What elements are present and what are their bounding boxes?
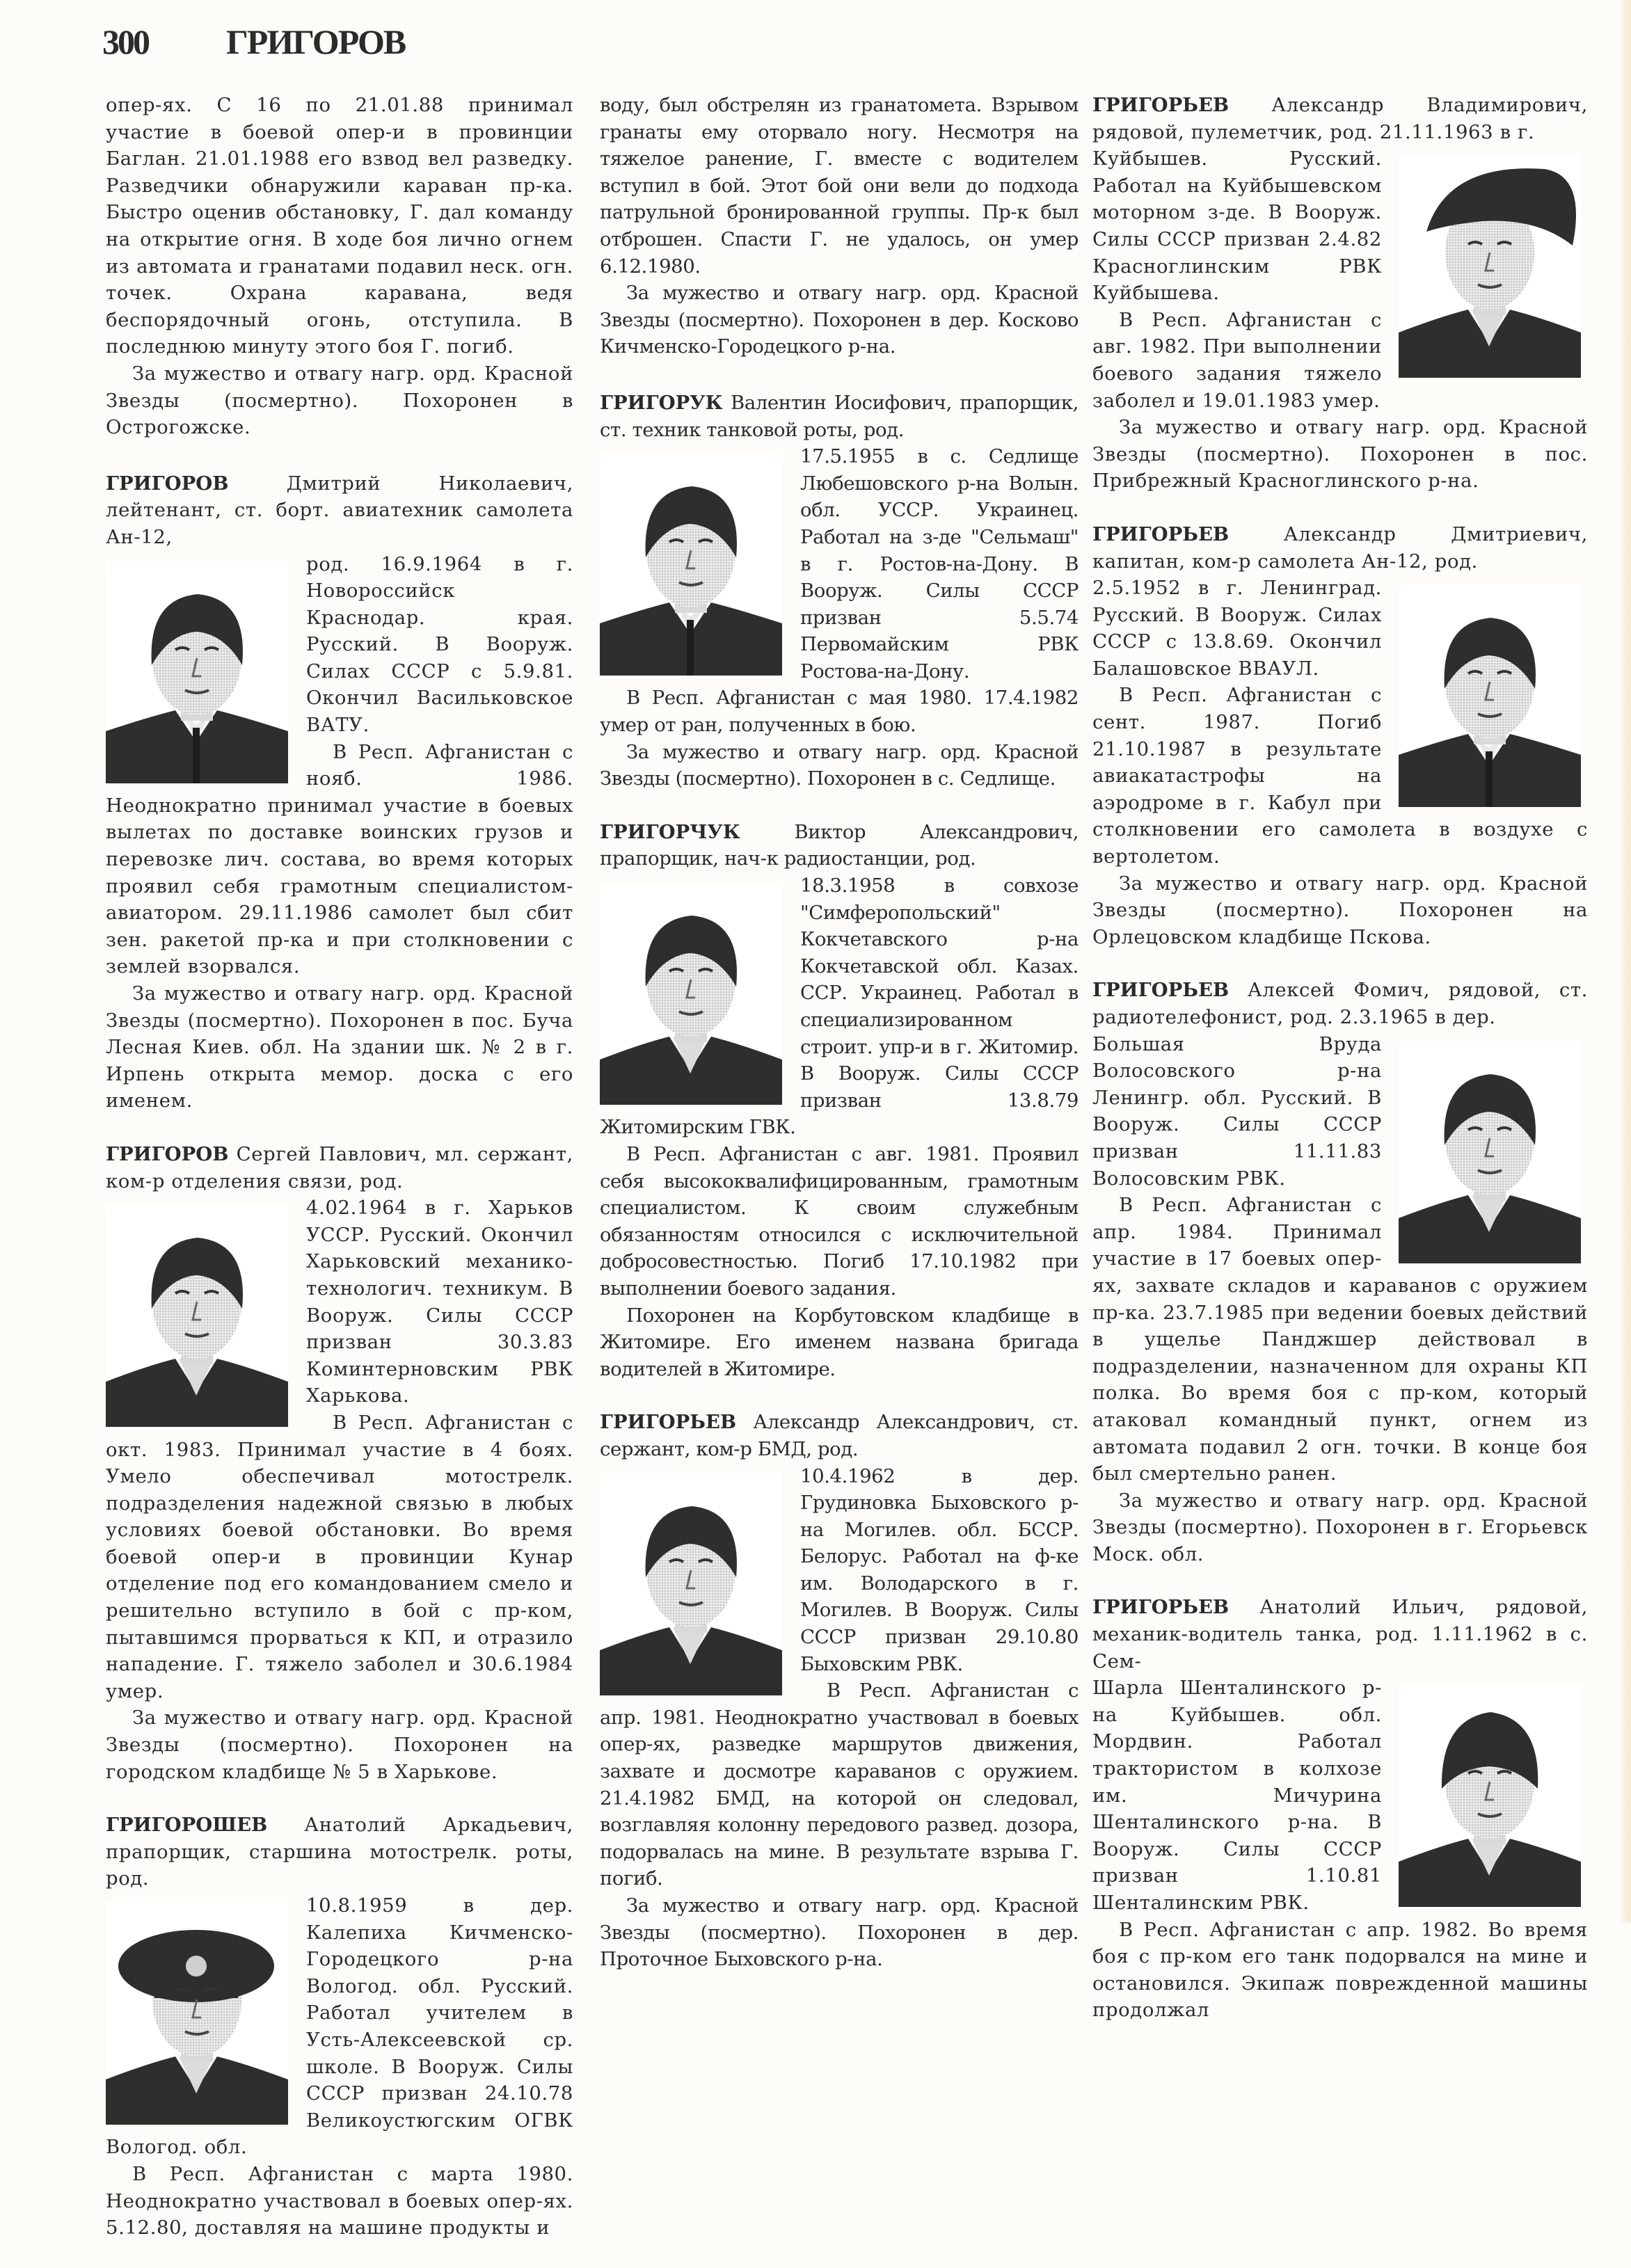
entry-surname: ГРИГОРЧУК xyxy=(600,820,740,843)
entry-header-text: Александр Владимирович, рядовой, пулеметчик, род. 21.11.1963 в г. xyxy=(1092,94,1588,143)
entry-header-text: Анатолий Аркадьевич, прапорщик, старшина мотострелк. роты, род. xyxy=(106,1814,573,1890)
entry-paragraph: Похоронен на Корбутовском кладбище в Житомире. Его именем названа бригада водителей в Житомире. xyxy=(600,1304,1079,1380)
portrait-image xyxy=(1399,1684,1581,1907)
entry-header-text: Валентин Иосифович, прапорщик, ст. техник танковой роты, род. xyxy=(600,391,1079,441)
entry-paragraph: За мужество и отвагу нагр. орд. Красной Звезды (посмертно). Похоронен в дер. Проточное Быховского р-на. xyxy=(600,1894,1079,1971)
entry-header xyxy=(1092,1594,1588,1675)
entry-header xyxy=(106,470,573,551)
entry-paragraph: воду, был обстрелян из гранатомета. Взрывом гранаты ему оторвало ногу. Несмотря на тяжелое ранение, Г. вместе с водителем вступил в бой. Этот бой они вели до подхода патрульной бронированной группы. Пр-к был отброшен. Спасти Г. не удалось, он умер 6.12.1980. xyxy=(600,94,1079,278)
entry-header-text: Александр Дмитриевич, капитан, ком-р самолета Ан-12, род. xyxy=(1092,522,1588,573)
portrait-image xyxy=(106,1902,288,2125)
entry-body: 4.02.1964 в г. Харьков УССР. Русский. Окончил Харьковский механико-технологич. техникум. В Вооруж. Силы СССР призван 30.3.83 Коминтерновским РВК Харькова. xyxy=(306,1197,573,1407)
entry-surname: ГРИГОРОВ xyxy=(106,472,229,495)
entry-header xyxy=(1092,977,1588,1030)
entry-header-text: Сергей Павлович, мл. сержант, ком-р отделения связи, род. xyxy=(106,1142,573,1192)
entry-paragraph: В Респ. Афганистан с мая 1980. 17.4.1982 умер от ран, полученных в бою. xyxy=(600,687,1079,737)
entry-paragraph: В Респ. Афганистан с авг. 1982. При выполнении боевого задания тяжело заболел и 19.01.1983 умер. xyxy=(1092,308,1382,412)
page-number: 300 xyxy=(102,22,148,61)
entry-paragraph: В Респ. Афганистан с нояб. 1986. Неоднократно принимал участие в боевых вылетах по доставке воинских грузов и перевозке лич. состава, во время которых проявил себя грамотным специалистом-авиатором. 29.11.1986 самолет был сбит зен. ракетой пр-ка и при столкновении с землей взорвался. xyxy=(106,740,573,978)
entry-header xyxy=(106,1812,573,1892)
entry-paragraph: В Респ. Афганистан с апр. 1984. Принимал участие в 17 боевых опер-ях, захвате складов и караванов с оружием пр-ка. 23.7.1985 при ведении боевых действий в ущелье Панджшер действовал в подразделении, назначенном для охраны КП полка. Во время боя с пр-ком, который атаковал командный пункт, огнем из автомата подавил 2 огн. точки. В конце боя был смертельно ранен. xyxy=(1092,1194,1588,1485)
entry-body: 10.4.1962 в дер. Грудиновка Быховского р-на Могилев. обл. БССР. Белорус. Работал на ф-ке им. Володарского в г. Могилев. В Вооруж. Силы СССР призван 29.10.80 Быховским РВК. xyxy=(800,1464,1079,1675)
entry-paragraph: За мужество и отвагу нагр. орд. Красной Звезды (посмертно). Похоронен в пос. Буча Лесная Киев. обл. На здании шк. № 2 в г. Ирпень открыта мемор. доска с его именем. xyxy=(106,982,573,1112)
entry-surname: ГРИГОРЬЕВ xyxy=(1092,979,1230,1002)
portrait-image xyxy=(600,882,782,1105)
portrait-image xyxy=(1399,584,1581,807)
entry-header-text: Виктор Александрович, прапорщик, нач-к радиостанции, род. xyxy=(600,820,1079,870)
column-left xyxy=(106,92,573,2268)
entry-body: Куйбышев. Русский. Работал на Куйбышевском моторном з-де. В Вооруж. Силы СССР призван 2.4.82 Красноглинским РВК Куйбышева. xyxy=(1092,147,1382,305)
entry-body: Шарла Шенталинского р-на Куйбышев. обл. Мордвин. Работал трактористом в колхозе им. Мичурина Шенталинского р-на. В Вооруж. Силы СССР призван 1.10.81 Шенталинским РВК. xyxy=(1092,1677,1382,1914)
portrait-photo xyxy=(1399,155,1581,378)
entry-surname: ГРИГОРЬЕВ xyxy=(600,1411,737,1434)
entry-grigoryev-aleksey xyxy=(1092,977,1588,1567)
entry-paragraph: В Респ. Афганистан с апр. 1982. Во время боя с пр-ком его танк подорвался на мине и остановился. Экипаж поврежденной машины продолжал xyxy=(1092,1918,1588,2022)
entry-body: 10.8.1959 в дер. Калепиха Кичменско-Городецкого р-на Вологод. обл. Русский. Работал учителем в Усть-Алексеевской ср. школе. В Вооруж. Силы СССР призван 24.10.78 Великоустюгским ОГВК Вологод. обл. xyxy=(106,1894,573,2159)
entry-paragraph: За мужество и отвагу нагр. орд. Красной Звезды (посмертно). Похоронен в г. Егорьевск Моск. обл. xyxy=(1092,1489,1588,1565)
entry-grigoryev-aleksandr-a xyxy=(600,1409,1079,1972)
entry-paragraph: За мужество и отвагу нагр. орд. Красной Звезды (посмертно). Похоронен на городском кладбище № 5 в Харькове. xyxy=(106,1707,573,1783)
column-middle xyxy=(600,92,1079,1999)
portrait-photo xyxy=(1399,584,1581,807)
entry-grigoryev-anatoly xyxy=(1092,1594,1588,2024)
entry-grigorov-dmitry xyxy=(106,470,573,1115)
entry-paragraph: В Респ. Афганистан с марта 1980. Неоднократно участвовал в боевых опер-ях. 5.12.80, доставляя на машине продукты и xyxy=(106,2162,573,2239)
entry-continuation xyxy=(106,92,573,441)
portrait-photo xyxy=(600,453,782,676)
entry-surname: ГРИГОРЬЕВ xyxy=(1092,522,1230,545)
portrait-image xyxy=(1399,155,1581,378)
entry-body: род. 16.9.1964 в г. Новороссийск Краснодар. края. Русский. В Вооруж. Силах СССР с 5.9.81. Окончил Васильковское ВАТУ. xyxy=(306,552,573,737)
entry-surname: ГРИГОРЬЕВ xyxy=(1092,1596,1230,1619)
portrait-image xyxy=(1399,1041,1581,1263)
portrait-photo xyxy=(600,882,782,1105)
entry-grigoroshev-anatoly xyxy=(106,1812,573,2242)
entry-grigoruk-valentin xyxy=(600,390,1079,792)
entry-paragraph: В Респ. Афганистан с авг. 1981. Проявил себя высококвалифицированным, грамотным специалистом. К своим служебным обязанностям относился с исключительной добросовестностью. Погиб 17.10.1982 при выполнении боевого задания. xyxy=(600,1142,1079,1300)
portrait-image xyxy=(106,1204,288,1427)
entry-surname: ГРИГОРОШЕВ xyxy=(106,1814,268,1837)
entry-header xyxy=(600,1409,1079,1462)
column-right xyxy=(1092,92,1588,2050)
entry-grigorchuk-viktor xyxy=(600,819,1079,1382)
entry-surname: ГРИГОРЬЕВ xyxy=(1092,94,1230,116)
entry-surname: ГРИГОРОВ xyxy=(106,1142,229,1165)
portrait-image xyxy=(106,561,288,783)
entry-surname: ГРИГОРУК xyxy=(600,391,723,414)
entry-paragraph: За мужество и отвагу нагр. орд. Красной Звезды (посмертно). Похоронен на Орлецовском кладбище Пскова. xyxy=(1092,872,1588,948)
entry-body: 17.5.1955 в с. Седлище Любешовского р-на Волын. обл. УССР. Украинец. Работал на з-де "Сельмаш" в г. Ростов-на-Дону. В Вооруж. Силы СССР призван 5.5.74 Первомайским РВК Ростова-на-Дону. xyxy=(800,445,1079,682)
entry-paragraph: За мужество и отвагу нагр. орд. Красной Звезды (посмертно). Похоронен в пос. Прибрежный Красноглинского р-на. xyxy=(1092,416,1588,493)
entry-header-text: Алексей Фомич, рядовой, ст. радиотелефонист, род. 2.3.1965 в дер. xyxy=(1092,979,1588,1028)
entry-header-text: Дмитрий Николаевич, лейтенант, ст. борт. авиатехник самолета Ан-12, xyxy=(106,472,573,548)
entry-header xyxy=(106,1141,573,1195)
entry-header-text: Анатолий Ильич, рядовой, механик-водитель танка, род. 1.11.1962 в с. Сем- xyxy=(1092,1596,1588,1672)
portrait-image xyxy=(600,453,782,676)
entry-paragraph: За мужество и отвагу нагр. орд. Красной Звезды (посмертно). Похоронен в Острогожске. xyxy=(106,362,573,439)
entry-body: Большая Вруда Волосовского р-на Ленингр. обл. Русский. В Вооруж. Силы СССР призван 11.11.83 Волосовским РВК. xyxy=(1092,1032,1382,1190)
portrait-photo xyxy=(600,1473,782,1695)
portrait-photo xyxy=(1399,1041,1581,1263)
entry-header xyxy=(600,819,1079,872)
running-head-word: ГРИГОРОВ xyxy=(226,22,406,61)
entry-grigoryev-aleksandr-d xyxy=(1092,521,1588,951)
entry-paragraph: В Респ. Афганистан с сент. 1987. Погиб 21.10.1987 в результате авиакатастрофы на аэродроме в г. Кабул при столкновении его самолета в воздухе с вертолетом. xyxy=(1092,684,1588,868)
portrait-photo xyxy=(106,1204,288,1427)
entry-grigorov-sergey xyxy=(106,1141,573,1785)
entry-header-text: Александр Александрович, ст. сержант, ком-р БМД, род. xyxy=(600,1411,1079,1460)
entry-paragraph: В Респ. Афганистан с апр. 1981. Неоднократно участвовал в боевых опер-ях, разведке маршрутов движения, захвате и досмотре караванов с оружием. 21.4.1982 БМД, на которой он следовал, возглавляя колонну передового развед. дозора, подорвалась на мине. В результате взрыва Г. погиб. xyxy=(600,1679,1079,1890)
entry-paragraph: За мужество и отвагу нагр. орд. Красной Звезды (посмертно). Похоронен в с. Седлище. xyxy=(600,740,1079,790)
portrait-photo xyxy=(106,1902,288,2125)
portrait-photo xyxy=(106,561,288,783)
entry-header xyxy=(1092,92,1588,145)
entry-body: 2.5.1952 в г. Ленинград. Русский. В Вооруж. Силах СССР с 13.8.69. Окончил Балашовское ВВАУЛ. xyxy=(1092,577,1382,680)
entry-header xyxy=(600,390,1079,443)
entry-body: 18.3.1958 в совхозе "Симферопольский" Кокчетавского р-на Кокчетавской обл. Казах. ССР. Украинец. Работал в специализированном строит. упр-и в г. Житомир. В Вооруж. Силы СССР призван 13.8.79 Житомирским ГВК. xyxy=(600,875,1079,1139)
portrait-photo xyxy=(1399,1684,1581,1907)
entry-paragraph: опер-ях. С 16 по 21.01.88 принимал участие в боевой опер-и в провинции Баглан. 21.01.1988 его взвод вел разведку. Разведчики обнаружили караван пр-ка. Быстро оценив обстановку, Г. дал команду на открытие огня. В ходе боя лично огнем из автомата и гранатами подавил неск. огн. точек. Охрана каравана, ведя беспорядочный огонь, отступила. В последнюю минуту этого боя Г. погиб. xyxy=(106,94,573,358)
entry-paragraph: За мужество и отвагу нагр. орд. Красной Звезды (посмертно). Похоронен в дер. Косково Кичменско-Городецкого р-на. xyxy=(600,282,1079,358)
portrait-image xyxy=(600,1473,782,1695)
page-edge xyxy=(1618,0,1631,1922)
entry-continuation xyxy=(600,92,1079,360)
entry-paragraph: В Респ. Афганистан с окт. 1983. Принимал участие в 4 боях. Умело обеспечивал мотострелк. подразделения надежной связью в любых условиях боевой обстановки. Во время боевой опер-и в провинции Кунар отделение под его командованием смело и решительно вступило в бой с пр-ком, пытавшимся прорваться к КП, и отразило нападение. Г. тяжело заболел и 30.6.1984 умер. xyxy=(106,1411,573,1702)
entry-header xyxy=(1092,521,1588,575)
entry-grigoryev-aleksandr-v xyxy=(1092,92,1588,495)
